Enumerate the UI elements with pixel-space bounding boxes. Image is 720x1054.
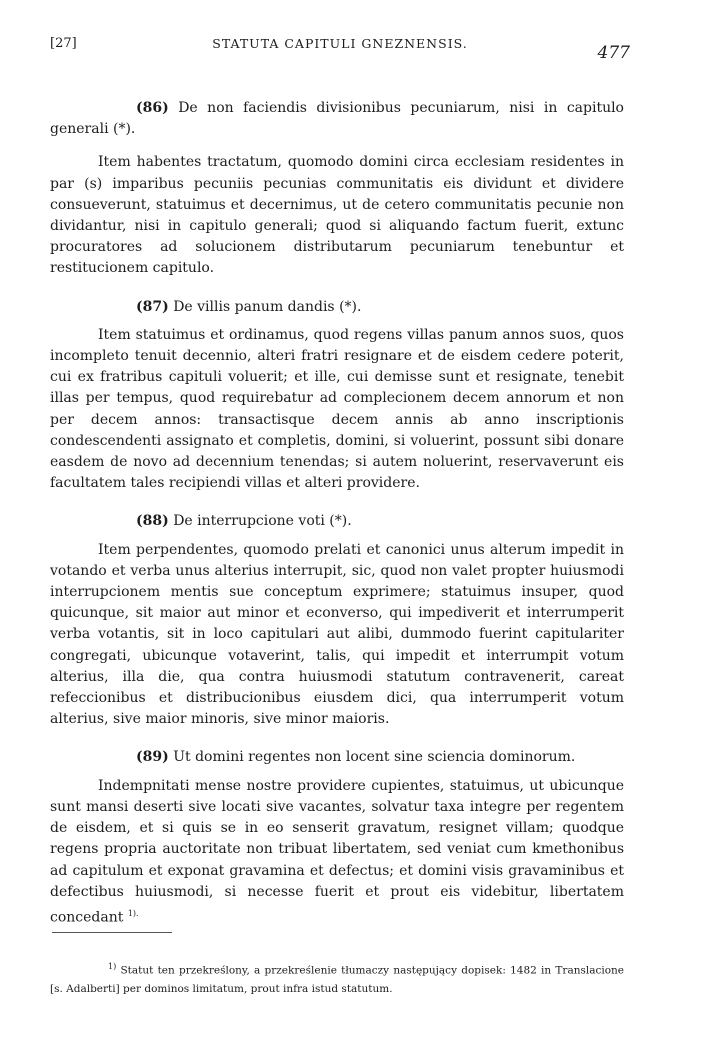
section-88-rubric (50, 511, 624, 532)
section-88-text: Item perpendentes, quomodo prelati et canonici unus alterum impedit in votando et verba unus alterius interrupit, sic, quod non valet propter huiusmodi interrupcionem mentis sue conceptum exprimere; statuimus insuper, quod quicunque, sit maior aut minor et econverso, qui impediverit et interrumperit verba votantis, sit in loco capitulari aut alibi, dummodo fuerint capitulariter congregati, ubicunque votaverint, talis, qui impedit et interrumpit votum alterius, illa die, qua contra huiusmodi statutum contravenerit, careat refeccionibus et distribucionibus eiusdem dici, qua interrumperit votum alterius, sive maior minoris, sive minor maioris. (50, 541, 624, 728)
section-86-rubric (50, 98, 624, 140)
section-87-text: Item statuimus et ordinamus, quod regens villas panum annos suos, quos incompleto tenuit decennio, alteri fratri resignare et de eisdem cedere poterit, cui ex fratribus capituli voluerit; et ille, cui demisse sunt et resignate, tenebit illas per tempus, quod requirebatur ad complecionem decem annorum et non per decem annos: transactisque decem annis ab anno inscriptionis condescendenti assignato et completis, domini, si voluerint, possunt sibi donare easdem de novo ad decennium tenendas; si autem noluerint, reservaverunt eis facultatem tales recipiendi villas et alteri providere. (50, 326, 624, 492)
folio-number: [27] (50, 36, 77, 51)
rubric-text: De interrupcione voti (*). (173, 513, 352, 530)
document-body (50, 98, 624, 929)
footnote-mark: 1) (108, 962, 117, 971)
rubric-text: Ut domini regentes non locent sine sciencia dominorum. (173, 749, 576, 766)
footnote (50, 958, 624, 998)
section-number: (86) (136, 100, 169, 116)
section-89-text (50, 776, 624, 929)
section-number: (88) (136, 513, 169, 530)
rubric-text: De non faciendis divisionibus pecuniarum, nisi in capitulo generali (*). (50, 100, 624, 138)
running-title: STATUTA CAPITULI GNEZNENSIS. (212, 36, 468, 51)
footnote-reference: 1). (127, 908, 139, 918)
footnote-divider (52, 932, 172, 933)
page-header (50, 36, 630, 66)
section-number: (87) (136, 298, 169, 315)
paragraph-text: Indempnitati mense nostre providere cupientes, statuimus, ut ubicunque sunt mansi deserti sive locati sive vacantes, solvatur taxa integre per regentem de eisdem, et si quis se in eo senserit gravatum, resignet villam; quodque regens propria auctoritate non tribuat libertatem, sed veniat cum kmethonibus ad capitulum et exponat gravamina et defectus; et domini visis gravaminibus et defectibus huiusmodi, si necesse fuerit et prout eis videbitur, libertatem concedant (50, 777, 624, 926)
section-86-text: Item habentes tractatum, quomodo domini circa ecclesiam residentes in par (s) imparibus pecuniis pecunias communitatis eis dividunt et dividere consueverunt, statuimus et decernimus, ut de cetero communitatis pecunie non dividantur, nisi in capitulo generali; quod si aliquando factum fuerit, extunc procuratores ad solucionem distributarum pecuniarum tenebuntur et restitucionem capitulo. (50, 154, 624, 277)
page-number: 477 (597, 43, 630, 63)
footnote-text: Statut ten przekreślony, a przekreślenie tłumaczy następujący dopisek: 1482 in Translacione [s. Adalberti] per dominos limitatum, prout infra istud statutum. (50, 964, 625, 995)
section-89-rubric (50, 747, 624, 768)
section-number: (89) (136, 749, 169, 766)
rubric-text: De villis panum dandis (*). (173, 298, 362, 315)
section-87-rubric (50, 297, 624, 318)
